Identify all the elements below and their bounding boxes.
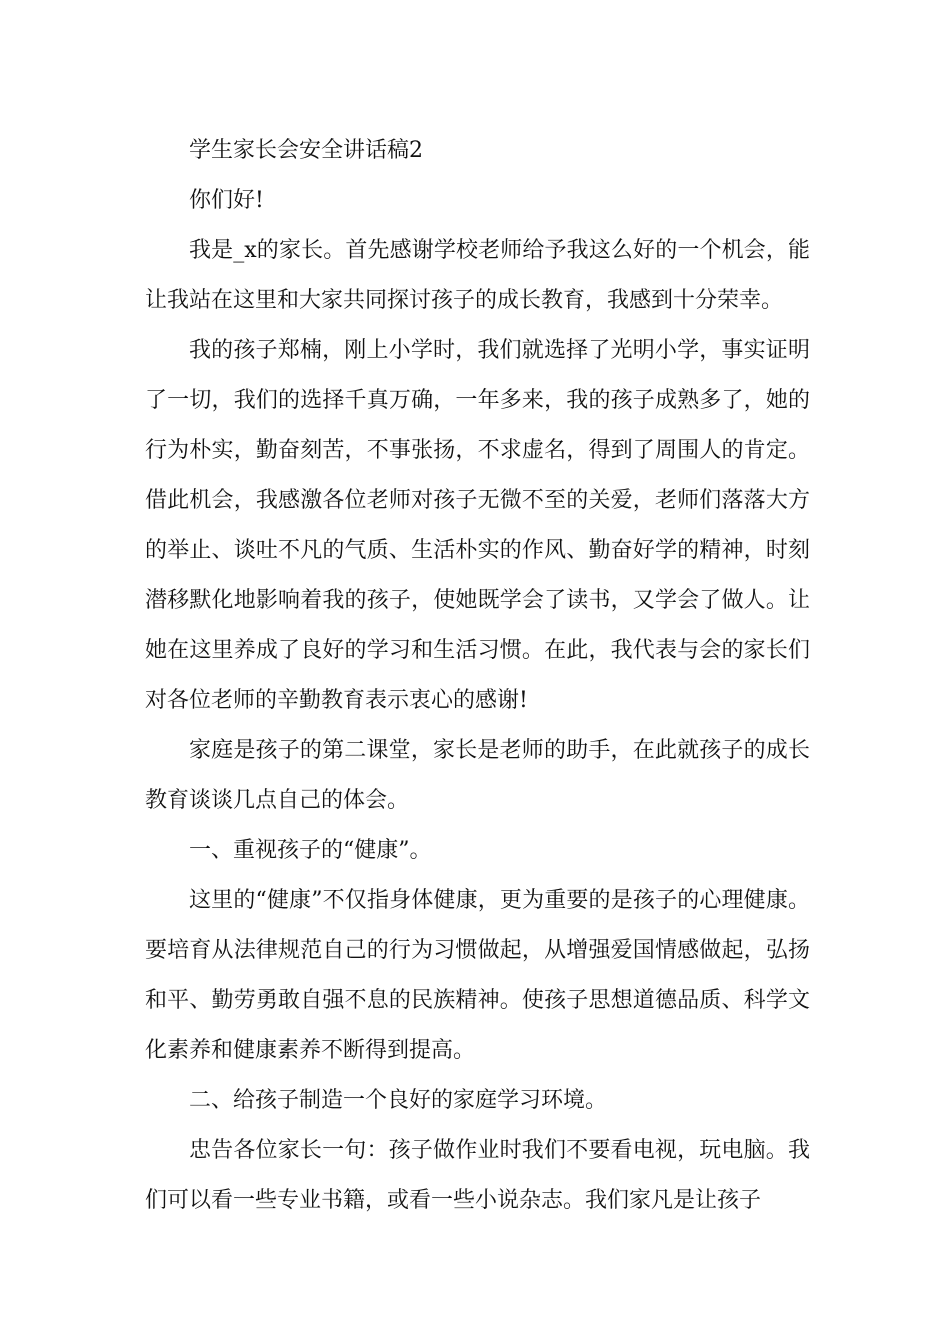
paragraph-health: 这里的“健康”不仅指身体健康，更为重要的是孩子的心理健康。要培育从法律规范自己的行为习惯做起，从增强爱国情感做起，弘扬和平、勤劳勇敢自强不息的民族精神。使孩子思想道德品质、科学文化素养和健康素养不断得到提高。 (145, 888, 810, 1063)
document-title: 学生家长会安全讲话稿2 (189, 138, 423, 163)
paragraph-environment: 忠告各位家长一句：孩子做作业时我们不要看电视，玩电脑。我们可以看一些专业书籍，或看一些小说杂志。我们家凡是让孩子 (145, 1138, 810, 1213)
section-heading-health: 一、重视孩子的“健康”。 (189, 838, 432, 863)
section-heading-environment: 二、给孩子制造一个良好的家庭学习环境。 (189, 1088, 608, 1113)
paragraph-introduction: 我是_x的家长。首先感谢学校老师给予我这么好的一个机会，能让我站在这里和大家共同探讨孩子的成长教育，我感到十分荣幸。 (145, 238, 810, 313)
paragraph-child-progress: 我的孩子郑楠，刚上小学时，我们就选择了光明小学，事实证明了一切，我们的选择千真万确，一年多来，我的孩子成熟多了，她的行为朴实，勤奋刻苦，不事张扬，不求虚名，得到了周围人的肯定。借此机会，我感激各位老师对孩子无微不至的关爱，老师们落落大方的举止、谈吐不凡的气质、生活朴实的作风、勤奋好学的精神，时刻潜移默化地影响着我的孩子，使她既学会了读书，又学会了做人。让她在这里养成了良好的学习和生活习惯。在此，我代表与会的家长们对各位老师的辛勤教育表示衷心的感谢! (145, 338, 810, 713)
paragraph-family-classroom: 家庭是孩子的第二课堂，家长是老师的助手，在此就孩子的成长教育谈谈几点自己的体会。 (145, 738, 810, 813)
paragraph-greeting: 你们好! (189, 188, 264, 213)
document-body (145, 126, 810, 1226)
